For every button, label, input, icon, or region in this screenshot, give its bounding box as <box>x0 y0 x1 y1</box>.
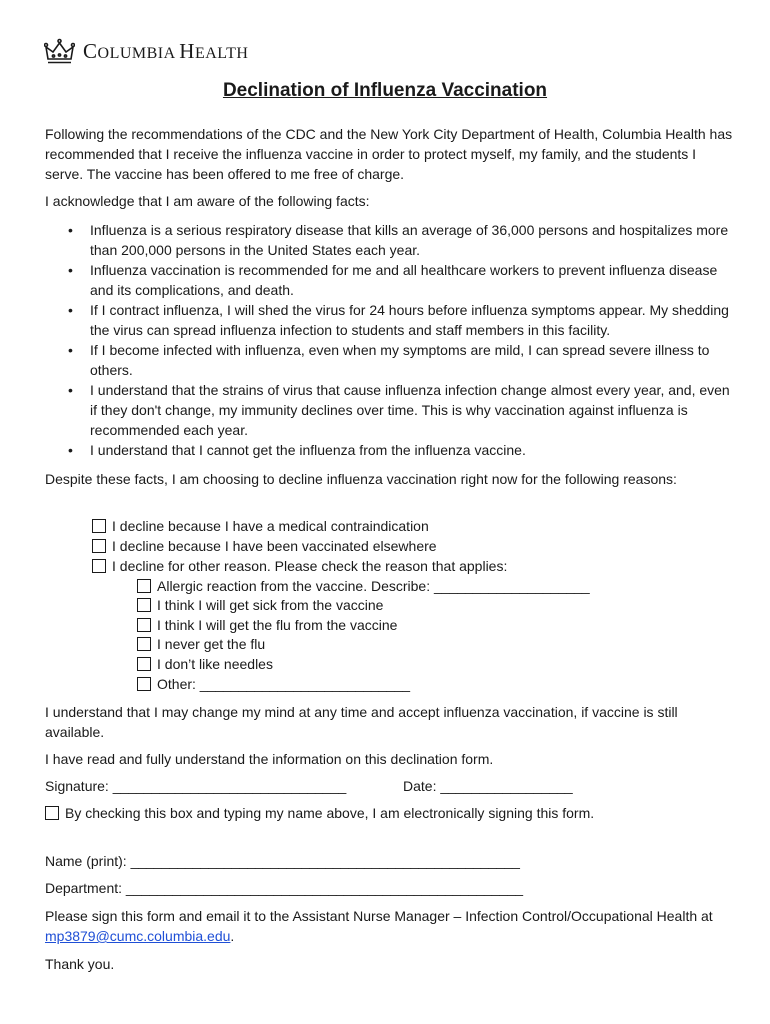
logo-wordmark <box>83 39 248 64</box>
fact-item: • If I become infected with influenza, even when my symptoms are mild, I can spread severe illness to others. <box>45 340 735 380</box>
logo-letter-h: H <box>179 38 195 63</box>
option-label: I think I will get the flu from the vaccine <box>157 617 398 633</box>
fact-item: • If I contract influenza, I will shed the virus for 24 hours before influenza symptoms appear. My shedding the virus can spread influenza infection to students and staff members in this facility. <box>45 300 735 340</box>
reason-other-option[interactable] <box>137 674 410 694</box>
logo-letter-c: C <box>83 38 98 63</box>
checkbox[interactable] <box>92 559 106 573</box>
department-field[interactable]: Department: ___________________________________________________ <box>45 880 524 896</box>
date-field[interactable]: Date: _________________ <box>403 778 573 794</box>
intro-paragraph: Following the recommendations of the CDC and the New York City Department of Health, Columbia Health has recommended that I receive the influenza vaccine in order to protect myself, my family, and the students I serve. The vaccine has been offered to me free of charge. <box>45 126 733 182</box>
reason-sick-option[interactable] <box>137 595 383 615</box>
option-label: Other: ___________________________ <box>157 676 411 692</box>
name-print-field[interactable]: Name (print): __________________________________________________ <box>45 853 520 869</box>
decline-other-reason-option[interactable] <box>92 556 507 576</box>
please-sign-paragraph <box>45 906 735 946</box>
crown-icon <box>44 38 75 65</box>
checkbox[interactable] <box>45 806 59 820</box>
option-label: I never get the flu <box>157 636 266 652</box>
despite-paragraph: Despite these facts, I am choosing to decline influenza vaccination right now for the following reasons: <box>45 471 677 487</box>
option-label: I decline because I have a medical contraindication <box>112 518 429 534</box>
columbia-health-logo <box>44 36 248 66</box>
facts-list <box>45 220 735 460</box>
checkbox[interactable] <box>137 579 151 593</box>
fact-item: • I understand that I cannot get the influenza from the influenza vaccine. <box>45 440 735 460</box>
option-label: Allergic reaction from the vaccine. Describe: ____________________ <box>157 578 590 594</box>
reason-needles-option[interactable] <box>137 654 273 674</box>
acknowledge-text: I acknowledge that I am aware of the following facts: <box>45 193 370 209</box>
decline-vaccinated-elsewhere-option[interactable] <box>92 536 437 556</box>
email-link[interactable]: mp3879@cumc.columbia.edu <box>45 928 231 944</box>
esign-option[interactable] <box>45 803 594 823</box>
logo-ealth: EALTH <box>194 44 249 62</box>
logo-olumbia: OLUMBIA <box>97 44 180 62</box>
reason-flu-option[interactable] <box>137 615 397 635</box>
checkbox[interactable] <box>137 598 151 612</box>
option-label: I don’t like needles <box>157 656 273 672</box>
checkbox[interactable] <box>137 657 151 671</box>
email-period: . <box>230 928 235 944</box>
fact-item: • Influenza is a serious respiratory disease that kills an average of 36,000 persons and hospitalizes more than 200,000 persons in the United States each year. <box>45 220 735 260</box>
decline-medical-option[interactable] <box>92 516 429 536</box>
option-label: I decline because I have been vaccinated elsewhere <box>112 538 437 554</box>
option-label: I decline for other reason. Please check the reason that applies: <box>112 558 508 574</box>
checkbox[interactable] <box>137 677 151 691</box>
checkbox[interactable] <box>137 637 151 651</box>
thank-you-text: Thank you. <box>45 956 115 972</box>
reason-allergic-option[interactable] <box>137 576 590 596</box>
checkbox[interactable] <box>137 618 151 632</box>
checkbox[interactable] <box>92 519 106 533</box>
document-title: Declination of Influenza Vaccination <box>222 80 548 101</box>
checkbox[interactable] <box>92 539 106 553</box>
option-label: I think I will get sick from the vaccine <box>157 597 384 613</box>
reason-never-flu-option[interactable] <box>137 634 265 654</box>
option-label: By checking this box and typing my name above, I am electronically signing this form. <box>65 805 595 821</box>
change-mind-paragraph: I understand that I may change my mind at any time and accept influenza vaccination, if vaccine is still available. <box>45 704 678 740</box>
signature-field[interactable]: Signature: ______________________________ <box>45 778 347 794</box>
fact-item: • Influenza vaccination is recommended for me and all healthcare workers to prevent influenza disease and its complications, and death. <box>45 260 735 300</box>
please-sign-text: Please sign this form and email it to the Assistant Nurse Manager – Infection Control/Occupational Health at <box>45 908 713 924</box>
read-understand-text: I have read and fully understand the information on this declination form. <box>45 751 494 767</box>
fact-item: • I understand that the strains of virus that cause influenza infection change almost every year, and, even if they don't change, my immunity declines over time. This is why vaccination against influenza is recommended each year. <box>45 380 735 440</box>
